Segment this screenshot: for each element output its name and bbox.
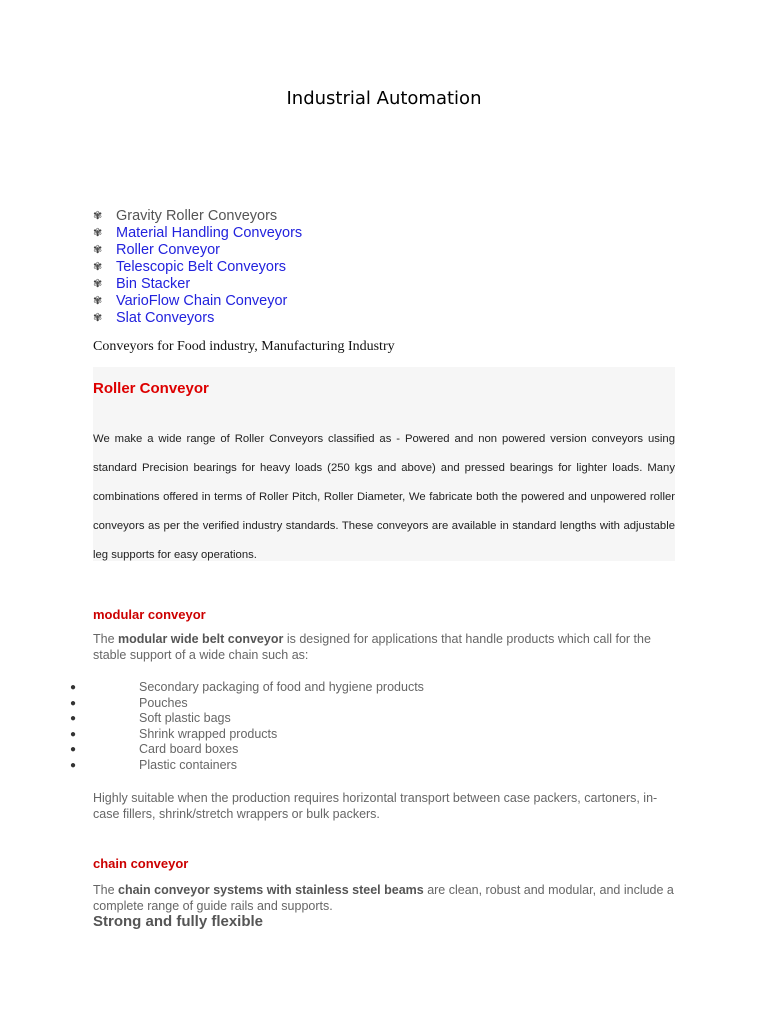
list-item-label[interactable]: Slat Conveyors	[116, 310, 215, 326]
list-item	[0, 711, 424, 727]
flower-bullet-icon: ✾	[93, 210, 103, 222]
roller-conveyor-description: We make a wide range of Roller Conveyors classified as - Powered and non powered version conveyors using standard Precision bearings for heavy loads (250 kgs and above) and pressed bearings for lighter loads. Many combinations offered in terms of Roller Pitch, Roller Diameter, We fabricate both the powered and unpowered roller conveyors as per the verified industry standards. These conveyors are available in standard lengths with adjustable leg supports for easy operations.	[93, 433, 675, 561]
list-item	[0, 696, 424, 712]
flower-bullet-icon: ✾	[93, 312, 103, 324]
list-item-label[interactable]: Telescopic Belt Conveyors	[116, 259, 287, 275]
list-item-label: Plastic containers	[139, 757, 237, 772]
flower-bullet-icon: ✾	[93, 295, 103, 307]
list-item	[0, 680, 424, 696]
list-item-label: Card board boxes	[139, 742, 239, 756]
list-item	[0, 727, 424, 743]
bullet-dot-icon: ●	[70, 744, 77, 755]
flower-bullet-icon: ✾	[93, 227, 103, 239]
list-item-label[interactable]: VarioFlow Chain Conveyor	[116, 293, 288, 309]
product-link-material-handling-conveyors[interactable]	[93, 225, 302, 242]
list-item-label: Pouches	[139, 695, 188, 710]
bullet-dot-icon: ●	[70, 728, 77, 740]
product-link-telescopic-belt-conveyors[interactable]	[93, 259, 302, 276]
page-subtitle: Conveyors for Food industry, Manufacturing Industry	[93, 339, 395, 354]
chain-conveyor-heading: chain conveyor	[93, 856, 189, 871]
product-link-gravity-roller-conveyors	[93, 208, 302, 225]
chain-conveyor-intro	[93, 883, 675, 914]
modular-conveyor-heading: modular conveyor	[93, 607, 206, 622]
flower-bullet-icon: ✾	[93, 261, 103, 273]
list-item-label: Shrink wrapped products	[139, 726, 278, 741]
flower-bullet-icon: ✾	[93, 244, 103, 256]
intro-prefix: The	[93, 883, 119, 897]
bullet-dot-icon: ●	[70, 713, 77, 724]
list-item	[0, 742, 424, 758]
intro-suffix: is designed for applications that handle products which call for the stable support of a wide chain such as:	[93, 632, 651, 662]
modular-conveyor-intro	[93, 632, 675, 663]
flower-bullet-icon: ✾	[93, 278, 103, 290]
roller-conveyor-section	[93, 367, 675, 561]
product-link-list	[93, 208, 302, 327]
product-link-roller-conveyor[interactable]	[93, 242, 302, 259]
intro-suffix: are clean, robust and modular, and include a complete range of guide rails and supports.	[93, 883, 674, 913]
strong-flexible-heading: Strong and fully flexible	[93, 913, 264, 930]
bullet-dot-icon: ●	[70, 682, 77, 693]
intro-prefix: The	[93, 632, 119, 646]
modular-conveyor-closing: Highly suitable when the production requires horizontal transport between case packers, cartoners, in-case fillers, shrink/stretch wrappers or bulk packers.	[93, 791, 658, 821]
bullet-dot-icon: ●	[70, 759, 77, 771]
list-item-label[interactable]: Bin Stacker	[116, 276, 191, 292]
modular-conveyor-applications	[0, 680, 424, 773]
product-link-slat-conveyors[interactable]	[93, 310, 302, 327]
list-item-label[interactable]: Material Handling Conveyors	[116, 225, 303, 241]
list-item-label: Gravity Roller Conveyors	[116, 208, 278, 224]
page-title: Industrial Automation	[286, 88, 482, 109]
intro-bold: modular wide belt conveyor	[118, 632, 284, 646]
list-item-label: Secondary packaging of food and hygiene products	[139, 680, 424, 694]
product-link-varioflow-chain-conveyor[interactable]	[93, 293, 302, 310]
list-item-label: Soft plastic bags	[139, 711, 231, 725]
list-item	[0, 758, 424, 774]
roller-conveyor-heading: Roller Conveyor	[93, 380, 209, 397]
product-link-bin-stacker[interactable]	[93, 276, 302, 293]
intro-bold: chain conveyor systems with stainless steel beams	[118, 883, 424, 897]
list-item-label[interactable]: Roller Conveyor	[116, 242, 220, 258]
bullet-dot-icon: ●	[70, 697, 77, 709]
